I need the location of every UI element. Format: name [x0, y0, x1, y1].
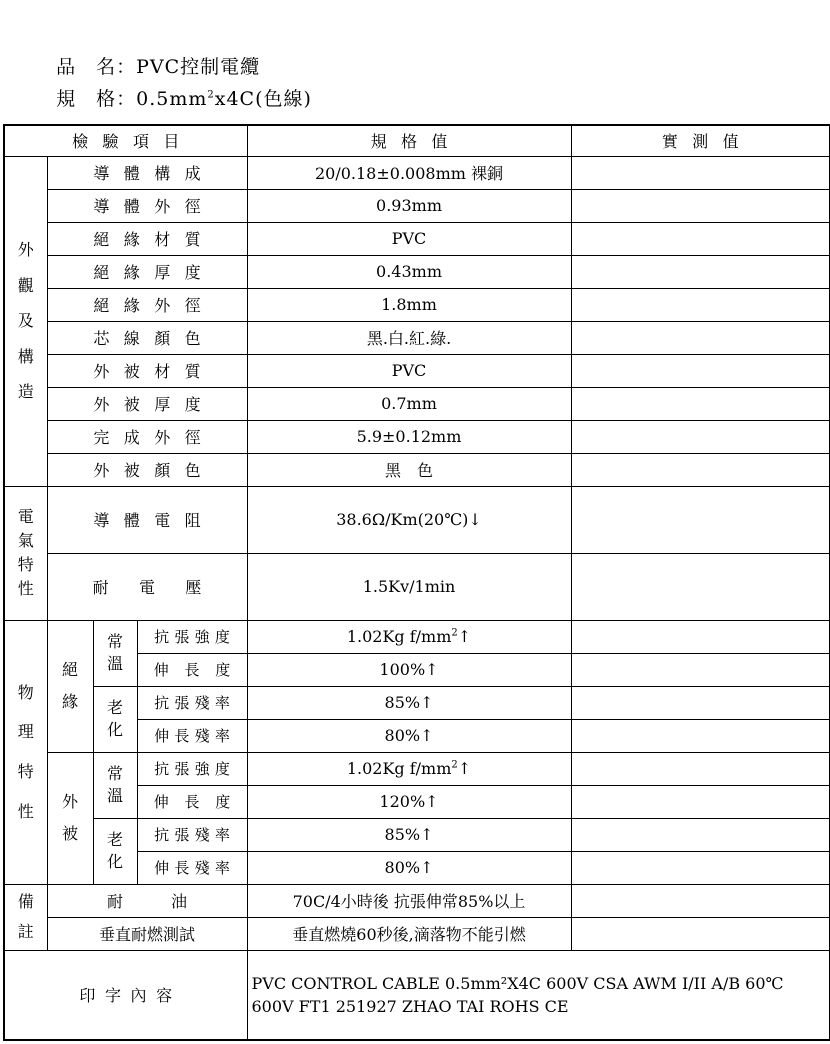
normal-temp-label [93, 752, 137, 818]
item-cell [137, 719, 247, 752]
measured-cell[interactable] [571, 288, 830, 321]
spec-cell: 0.7mm [247, 387, 571, 420]
appearance-group-label [4, 156, 47, 486]
measured-cell[interactable] [571, 486, 830, 553]
measured-cell[interactable] [571, 851, 830, 884]
spec-cell: 0.43mm [247, 255, 571, 288]
spec-cell: 1.5Kv/1min [247, 553, 571, 620]
table-row [4, 917, 830, 950]
measured-cell[interactable] [571, 719, 830, 752]
print-content-label [4, 950, 247, 1040]
item-text: 絕緣材質 [93, 230, 215, 249]
group-char: 備 [17, 891, 34, 911]
item-text: 芯線顏色 [93, 329, 215, 348]
sheath-label [47, 752, 93, 884]
spec-cell: 100%↑ [247, 653, 571, 686]
item-cell [47, 553, 247, 620]
table-row [4, 354, 830, 387]
print-content-row [4, 950, 830, 1040]
item-text: 抗張殘率 [154, 826, 236, 844]
label-char: 被 [62, 824, 79, 843]
item-text: 導體構成 [93, 164, 215, 183]
item-text: 伸長度 [153, 793, 246, 811]
product-name-value: PVC控制電纜 [136, 56, 261, 78]
col-header-measured [571, 125, 830, 156]
item-cell [47, 189, 247, 222]
group-char: 電 [17, 507, 34, 526]
table-row [4, 387, 830, 420]
spec-cell [247, 620, 571, 653]
header-row [4, 125, 830, 156]
label-char: 老 [107, 830, 124, 850]
item-cell [47, 453, 247, 486]
measured-cell[interactable] [571, 884, 830, 917]
measured-cell[interactable] [571, 321, 830, 354]
spec-cell: 0.93mm [247, 189, 571, 222]
item-cell [47, 222, 247, 255]
group-char: 理 [17, 722, 34, 742]
spec-cell: 80%↑ [247, 719, 571, 752]
item-text: 抗張殘率 [154, 694, 236, 712]
spec-value-pre: 0.5mm [136, 88, 208, 110]
item-text: 耐電壓 [92, 578, 232, 597]
print-content-line1: PVC CONTROL CABLE 0.5mm²X4C 600V CSA AWM I/II A/B 60℃ [251, 973, 784, 993]
label-char: 老 [107, 698, 124, 718]
spec-line [42, 62, 312, 111]
table-row [4, 255, 830, 288]
spec-cell: PVC [247, 354, 571, 387]
label-char: 緣 [62, 692, 79, 711]
print-content-line2: 600V FT1 251927 ZHAO TAI ROHS CE [251, 996, 569, 1016]
aged-label [93, 686, 137, 752]
col-header-spec-text: 規格值 [370, 132, 462, 152]
table-row [4, 288, 830, 321]
item-text: 伸長度 [153, 661, 246, 679]
spec-cell: 垂直燃燒60秒後,滴落物不能引燃 [247, 917, 571, 950]
spec-label: 規 格： [56, 88, 137, 110]
group-char: 性 [17, 579, 34, 598]
spec-value [136, 88, 312, 110]
physical-group-text [18, 682, 34, 822]
item-cell [47, 156, 247, 189]
spec-cell: 80%↑ [247, 851, 571, 884]
group-char: 觀 [17, 275, 34, 295]
remarks-group-label [4, 884, 47, 950]
label-char: 常 [107, 632, 124, 652]
appearance-group-text [18, 239, 34, 403]
physical-group-label [4, 620, 47, 884]
label-char: 溫 [107, 654, 124, 673]
measured-cell[interactable] [571, 189, 830, 222]
group-char: 造 [17, 382, 34, 402]
measured-cell[interactable] [571, 156, 830, 189]
electrical-group-text [18, 505, 34, 601]
table-row [4, 553, 830, 620]
group-char: 註 [17, 922, 34, 941]
spec-cell: PVC [247, 222, 571, 255]
spec-text: 1.02Kg f/mm [346, 759, 452, 778]
insulation-label [47, 620, 93, 752]
spec-cell: 1.8mm [247, 288, 571, 321]
item-cell [47, 387, 247, 420]
table-row [4, 686, 830, 719]
measured-cell[interactable] [571, 653, 830, 686]
col-header-item [4, 125, 247, 156]
item-cell [47, 288, 247, 321]
table-row [4, 222, 830, 255]
col-header-spec [247, 125, 571, 156]
measured-cell[interactable] [571, 785, 830, 818]
aged-label-text [107, 829, 123, 872]
measured-cell[interactable] [571, 453, 830, 486]
measured-cell[interactable] [571, 686, 830, 719]
spec-cell: 120%↑ [247, 785, 571, 818]
group-char: 構 [17, 346, 34, 366]
spec-sup: 2 [451, 627, 458, 639]
label-char: 外 [62, 792, 79, 812]
item-text: 導體外徑 [93, 197, 215, 216]
label-char: 絕 [62, 660, 79, 680]
table-row [4, 884, 830, 917]
print-content-label-text: 印字內容 [79, 986, 182, 1006]
measured-cell[interactable] [571, 553, 830, 620]
item-cell [47, 354, 247, 387]
spec-sup: 2 [451, 759, 458, 771]
spec-value-sup: 2 [207, 89, 215, 101]
spec-cell: 85%↑ [247, 686, 571, 719]
item-cell [137, 620, 247, 653]
spec-text: 1.02Kg f/mm [346, 627, 452, 646]
spec-cell: 5.9±0.12mm [247, 420, 571, 453]
item-cell [137, 818, 247, 851]
item-text: 伸長殘率 [154, 859, 236, 877]
table-row [4, 420, 830, 453]
item-cell [137, 686, 247, 719]
group-char: 性 [17, 801, 34, 821]
print-content-value [247, 950, 830, 1040]
spec-arrow: ↑ [457, 627, 472, 646]
product-name-label: 品 名： [56, 56, 137, 78]
item-cell [47, 917, 247, 950]
group-char: 特 [17, 762, 34, 781]
item-cell [137, 653, 247, 686]
item-cell [47, 321, 247, 354]
aged-label-text [107, 697, 123, 740]
col-header-item-text: 檢驗項目 [72, 132, 194, 152]
item-text: 外被材質 [93, 362, 215, 381]
inspection-table [3, 124, 830, 1041]
remarks-group-text [18, 887, 34, 948]
item-cell [47, 884, 247, 917]
table-row [4, 818, 830, 851]
item-cell [47, 420, 247, 453]
measured-cell[interactable] [571, 222, 830, 255]
label-char: 化 [107, 720, 124, 739]
item-cell [137, 785, 247, 818]
table-row [4, 156, 830, 189]
label-char: 化 [107, 852, 124, 871]
item-text: 外被厚度 [93, 395, 215, 414]
item-text: 抗張強度 [154, 628, 236, 646]
item-text: 絕緣外徑 [93, 296, 215, 315]
aged-label [93, 818, 137, 884]
group-char: 外 [17, 240, 34, 260]
measured-cell[interactable] [571, 752, 830, 785]
item-cell [47, 486, 247, 553]
item-text: 伸長殘率 [154, 727, 236, 745]
label-char: 溫 [107, 786, 124, 805]
table-row [4, 620, 830, 653]
measured-cell[interactable] [571, 420, 830, 453]
group-char: 特 [17, 555, 34, 574]
normal-temp-label-text [107, 763, 123, 806]
spec-value-post: x4C(色線) [214, 88, 312, 110]
normal-temp-label-text [107, 631, 123, 674]
measured-cell[interactable] [571, 354, 830, 387]
item-text: 絕緣厚度 [93, 263, 215, 282]
group-char: 及 [17, 311, 34, 331]
spec-arrow: ↑ [457, 759, 472, 778]
spec-cell [247, 453, 571, 486]
item-text: 垂直耐燃測試 [98, 925, 195, 944]
table-row [4, 486, 830, 553]
sheath-label-text [62, 791, 78, 844]
group-char: 氣 [17, 531, 34, 550]
item-cell [137, 851, 247, 884]
spec-cell: 85%↑ [247, 818, 571, 851]
spec-cell [247, 752, 571, 785]
measured-cell[interactable] [571, 917, 830, 950]
group-char: 物 [17, 682, 34, 702]
item-text: 外被顏色 [93, 461, 215, 480]
item-text: 完成外徑 [93, 428, 215, 447]
table-row [4, 453, 830, 486]
item-text: 耐 油 [106, 892, 187, 911]
spec-cell: 20/0.18±0.008mm 裸銅 [247, 156, 571, 189]
label-char: 常 [107, 764, 124, 784]
item-cell [137, 752, 247, 785]
item-cell [47, 255, 247, 288]
table-row [4, 752, 830, 785]
measured-cell[interactable] [571, 818, 830, 851]
electrical-group-label [4, 486, 47, 620]
spec-cell: 黑.白.紅.綠. [247, 321, 571, 354]
measured-cell[interactable] [571, 387, 830, 420]
item-text: 抗張強度 [154, 760, 236, 778]
measured-cell[interactable] [571, 255, 830, 288]
table-row [4, 321, 830, 354]
spec-cell: 70C/4小時後 抗張伸常85%以上 [247, 884, 571, 917]
item-text: 導體電阻 [93, 511, 215, 530]
spec-cell: 38.6Ω/Km(20℃)↓ [247, 486, 571, 553]
insulation-label-text [62, 659, 78, 712]
table-row [4, 189, 830, 222]
measured-cell[interactable] [571, 620, 830, 653]
normal-temp-label [93, 620, 137, 686]
col-header-measured-text: 實測值 [661, 132, 754, 152]
spec-text: 黑 色 [384, 461, 433, 480]
